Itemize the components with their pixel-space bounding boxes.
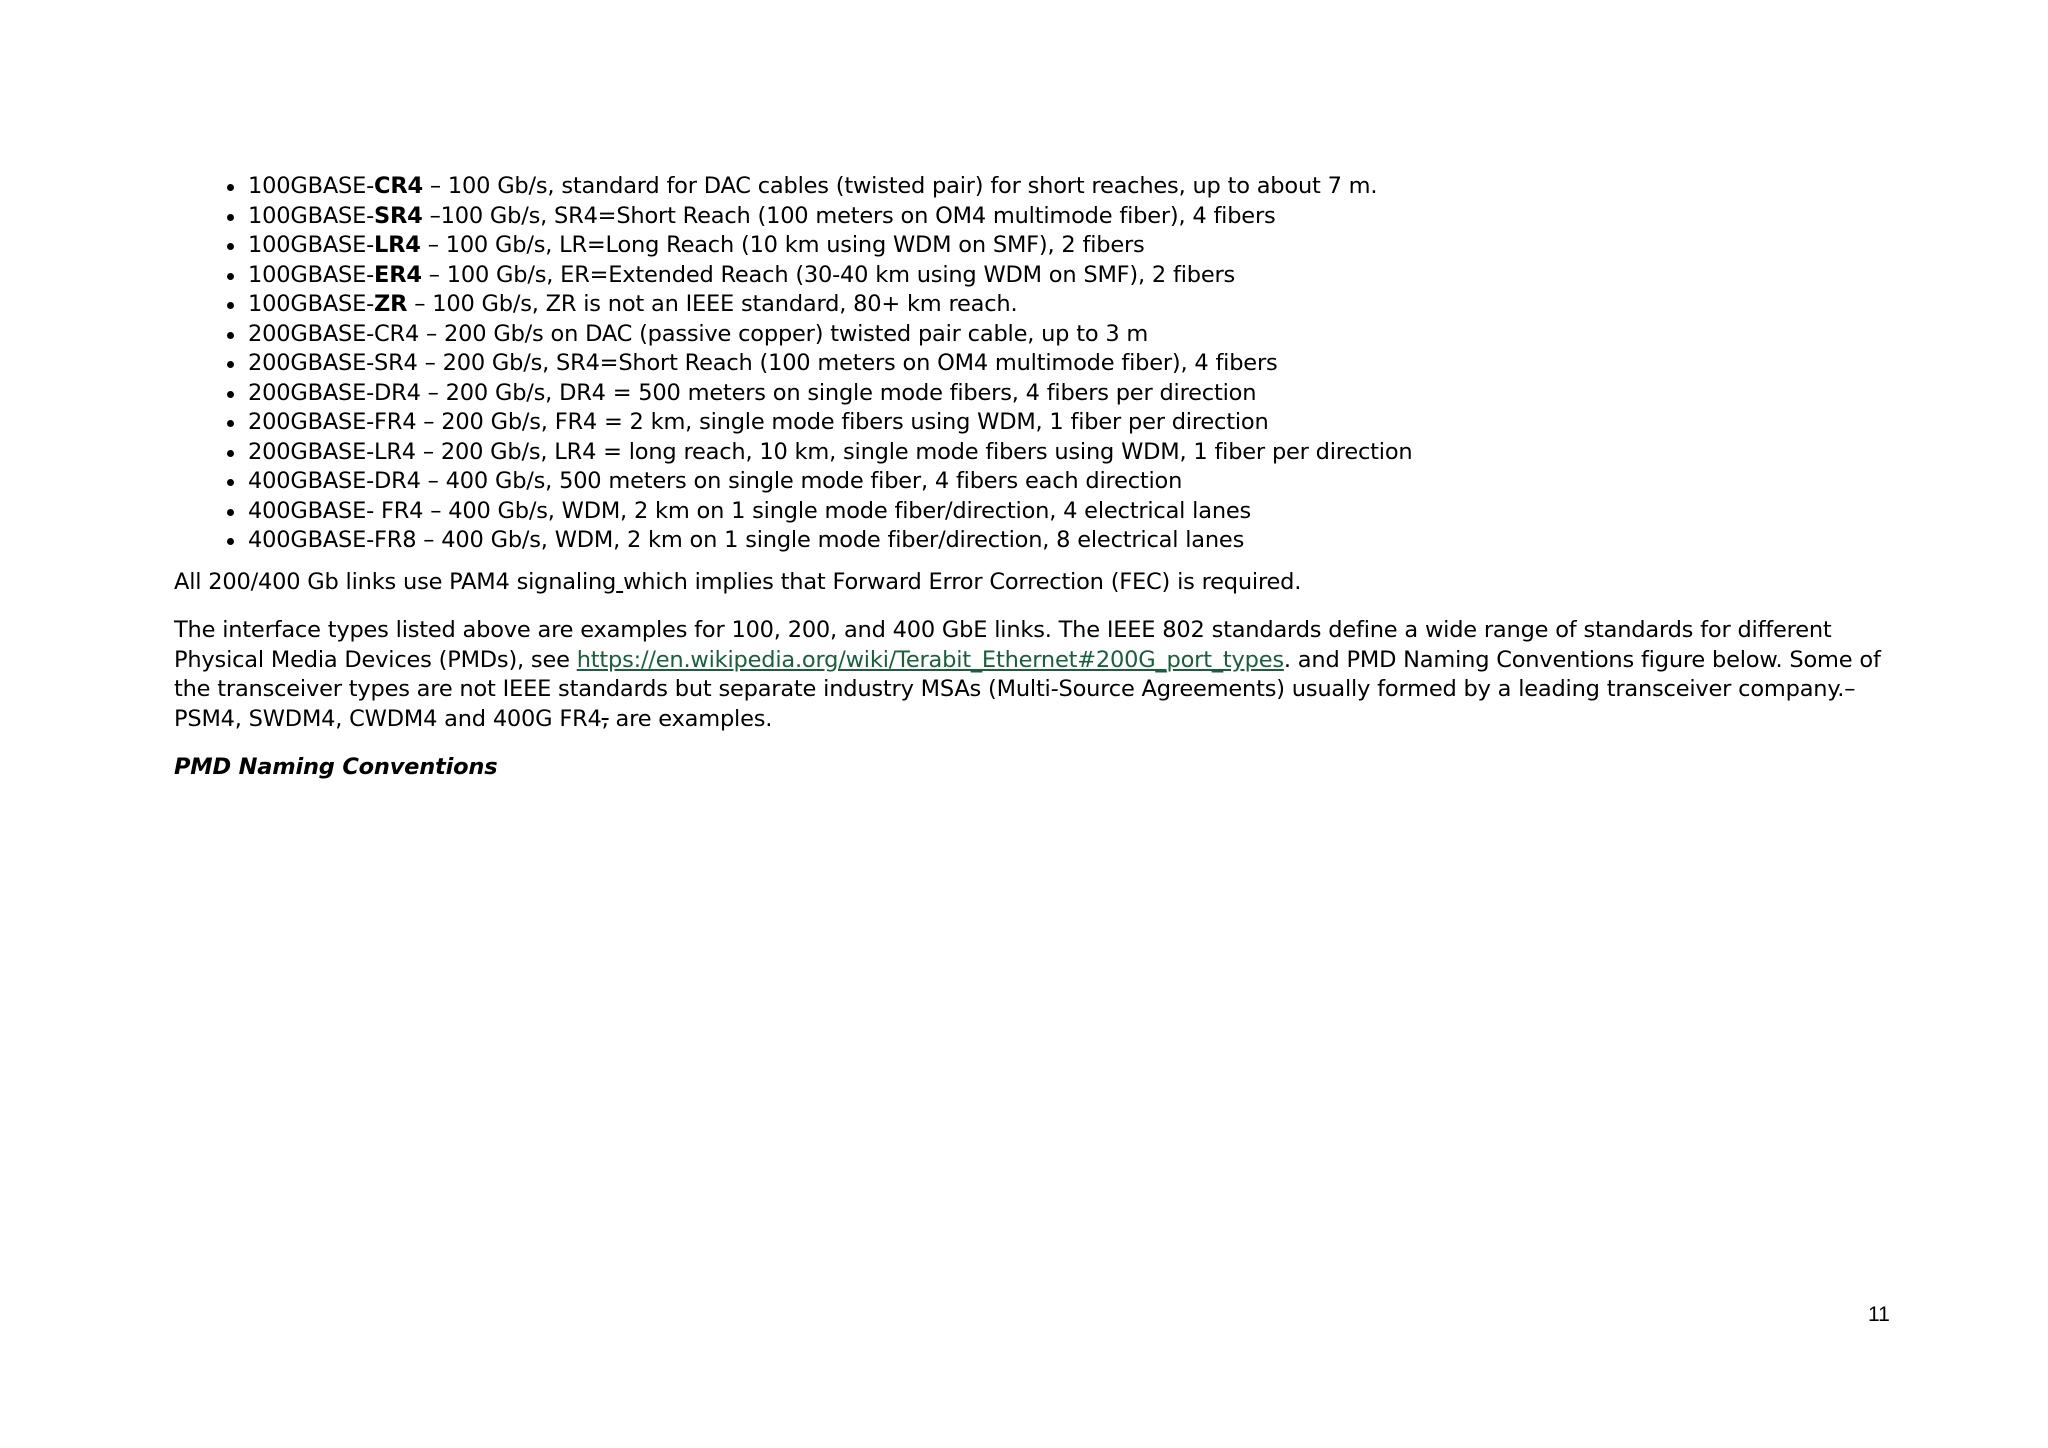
bullet-icon bbox=[227, 273, 234, 280]
bullet-icon bbox=[227, 538, 234, 545]
spec-code: ER4 bbox=[374, 261, 422, 288]
list-item bbox=[174, 467, 1914, 497]
spec-prefix: 100GBASE- bbox=[248, 232, 375, 258]
struck-comma: , bbox=[601, 705, 609, 732]
spec-prefix: 200GBASE-FR4 bbox=[248, 409, 417, 435]
bullet-icon bbox=[227, 479, 234, 486]
spec-description: – 200 Gb/s, DR4 = 500 meters on single mode fibers, 4 fibers per direction bbox=[420, 379, 1257, 406]
spec-description: – 400 Gb/s, WDM, 2 km on 1 single mode fiber/direction, 8 electrical lanes bbox=[416, 527, 1245, 553]
bullet-icon bbox=[227, 509, 234, 516]
ethernet-spec-list bbox=[174, 172, 1914, 556]
spec-prefix: 100GBASE- bbox=[248, 291, 375, 317]
page-number: 11 bbox=[1868, 1303, 1890, 1326]
spec-description: – 400 Gb/s, 500 meters on single mode fiber, 4 fibers each direction bbox=[420, 468, 1183, 494]
spec-prefix: 400GBASE-DR4 bbox=[248, 468, 421, 494]
bullet-icon bbox=[227, 361, 234, 368]
spec-code: SR4 bbox=[374, 202, 423, 229]
spec-description: – 200 Gb/s, FR4 = 2 km, single mode fibers using WDM, 1 fiber per direction bbox=[416, 409, 1269, 435]
spec-description: – 200 Gb/s, LR4 = long reach, 10 km, single mode fibers using WDM, 1 fiber per direction bbox=[415, 438, 1413, 465]
spec-description: – 400 Gb/s, WDM, 2 km on 1 single mode fiber/direction, 4 electrical lanes bbox=[423, 497, 1252, 524]
interface-text: The interface types listed above are examples for 100, 200, and 400 GbE links. The IEEE 802 standards define a wide range of standards for different Physical Media Devices (PMDs), see bbox=[174, 617, 1832, 673]
spec-prefix: 400GBASE- FR4 bbox=[248, 497, 424, 524]
spec-description: – 200 Gb/s, SR4=Short Reach (100 meters on OM4 multimode fiber), 4 fibers bbox=[417, 350, 1278, 376]
spec-code: LR4 bbox=[374, 232, 421, 258]
spec-prefix: 100GBASE- bbox=[248, 261, 375, 288]
pam4-paragraph bbox=[174, 568, 1914, 598]
spec-description: – 100 Gb/s, ER=Extended Reach (30-40 km using WDM on SMF), 2 fibers bbox=[421, 261, 1236, 288]
pam4-text: All 200/400 Gb links use PAM4 signaling bbox=[174, 568, 617, 595]
list-item bbox=[174, 202, 1914, 232]
spec-description: – 200 Gb/s on DAC (passive copper) twisted pair cable, up to 3 m bbox=[419, 320, 1149, 347]
list-item bbox=[174, 290, 1914, 320]
spec-prefix: 200GBASE-DR4 bbox=[248, 379, 421, 406]
list-item bbox=[174, 349, 1914, 379]
interface-text-end: are examples. bbox=[608, 705, 773, 732]
bullet-icon bbox=[227, 420, 234, 427]
spec-prefix: 100GBASE- bbox=[248, 173, 375, 199]
list-item bbox=[174, 172, 1914, 202]
bullet-icon bbox=[227, 391, 234, 398]
bullet-icon bbox=[227, 243, 234, 250]
section-heading: PMD Naming Conventions bbox=[174, 754, 498, 780]
list-item bbox=[174, 408, 1914, 438]
interface-text-continued: . and PMD Naming Conventions figure below. Some of the transceiver types are not IEEE standards but separate industry MSAs (Multi-Source Agreements) usually formed by a leading transceiver company.– PSM4, SWDM4, CWDM4 and 400G FR4 bbox=[174, 646, 1881, 732]
spec-code: CR4 bbox=[374, 173, 423, 199]
spec-description: – 100 Gb/s, LR=Long Reach (10 km using WDM on SMF), 2 fibers bbox=[420, 232, 1145, 258]
spec-prefix: 200GBASE-CR4 bbox=[248, 320, 420, 347]
spec-prefix: 200GBASE-LR4 bbox=[248, 438, 416, 465]
pam4-text-end: which implies that Forward Error Correction (FEC) is required. bbox=[623, 568, 1302, 595]
interface-paragraph bbox=[174, 616, 1914, 734]
list-item bbox=[174, 379, 1914, 409]
page-content bbox=[174, 172, 1914, 783]
bullet-icon bbox=[227, 214, 234, 221]
spec-description: – 100 Gb/s, ZR is not an IEEE standard, 80+ km reach. bbox=[407, 291, 1018, 317]
list-item bbox=[174, 320, 1914, 350]
spec-description: – 100 Gb/s, standard for DAC cables (twisted pair) for short reaches, up to about 7 m. bbox=[422, 173, 1378, 199]
list-item bbox=[174, 261, 1914, 291]
list-item bbox=[174, 231, 1914, 261]
spec-prefix: 200GBASE-SR4 bbox=[248, 350, 418, 376]
spec-code: ZR bbox=[374, 291, 408, 317]
spec-prefix: 400GBASE-FR8 bbox=[248, 527, 417, 553]
spec-description: –100 Gb/s, SR4=Short Reach (100 meters on OM4 multimode fiber), 4 fibers bbox=[422, 202, 1276, 229]
list-item bbox=[174, 497, 1914, 527]
bullet-icon bbox=[227, 450, 234, 457]
list-item bbox=[174, 438, 1914, 468]
list-item bbox=[174, 526, 1914, 556]
bullet-icon bbox=[227, 302, 234, 309]
bullet-icon bbox=[227, 332, 234, 339]
wikipedia-link[interactable]: https://en.wikipedia.org/wiki/Terabit_Ethernet#200G_port_types bbox=[576, 646, 1284, 673]
bullet-icon bbox=[227, 184, 234, 191]
spec-prefix: 100GBASE- bbox=[248, 202, 375, 229]
